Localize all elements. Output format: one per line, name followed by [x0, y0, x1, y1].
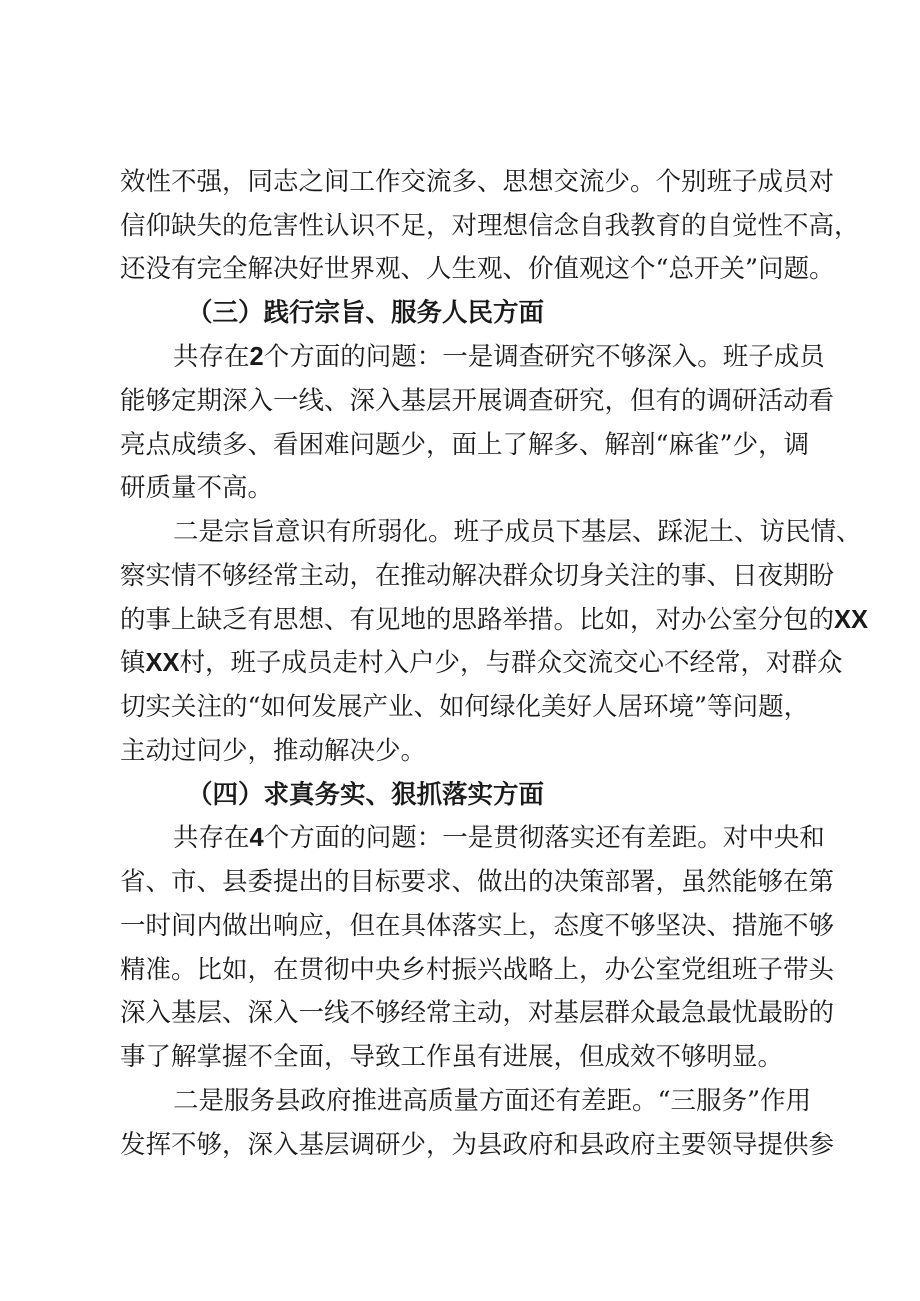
text-line: 察实情不够经常主动，在推动解决群众切身关注的事、日夜期盼: [120, 561, 835, 591]
text-line: 发挥不够，深入基层调研少，为县政府和县政府主要领导提供参: [120, 1130, 835, 1160]
text-line: 深入基层、深入一线不够经常主动，对基层群众最急最忧最盼的: [120, 998, 835, 1028]
paragraph-start-line: 二是服务县政府推进高质量方面还有差距。“三服务”作用: [173, 1086, 812, 1116]
text-line: 切实关注的“如何发展产业、如何绿化美好人居环境”等问题，: [120, 692, 810, 722]
text-line: 还没有完全解决好世界观、人生观、价值观这个“总开关”问题。: [120, 254, 835, 284]
paragraph-start-line: 二是宗旨意识有所弱化。班子成员下基层、踩泥土、访民情、: [173, 517, 862, 547]
text-line: 研质量不高。: [120, 473, 274, 503]
text-line: 事了解掌握不全面，导致工作虽有进展，但成效不够明显。: [120, 1042, 784, 1072]
section-heading: （四）求真务实、狠抓落实方面: [187, 780, 545, 810]
text-line: 精准。比如，在贯彻中央乡村振兴战略上，办公室党组班子带头: [120, 955, 835, 985]
section-heading: （三）践行宗旨、服务人民方面: [187, 298, 545, 328]
paragraph-start-line: 共存在4个方面的问题：一是贯彻落实还有差距。对中央和: [173, 823, 825, 853]
paragraph-start-line: 共存在2个方面的问题：一是调查研究不够深入。班子成员: [173, 342, 825, 372]
text-line: 亮点成绩多、看困难问题少，面上了解多、解剖“麻雀”少，调: [120, 430, 810, 460]
text-line: 能够定期深入一线、深入基层开展调查研究，但有的调研活动看: [120, 386, 835, 416]
text-line: 信仰缺失的危害性认识不足，对理想信念自我教育的自觉性不高，: [120, 211, 860, 241]
text-line: 的事上缺乏有思想、有见地的思路举措。比如，对办公室分包的XX: [120, 605, 869, 635]
text-line: 主动过问少，推动解决少。: [120, 736, 427, 766]
text-line: 一时间内做出响应，但在具体落实上，态度不够坚决、措施不够: [120, 911, 835, 941]
text-line: 省、市、县委提出的目标要求、做出的决策部署，虽然能够在第: [120, 867, 835, 897]
text-line: 效性不强，同志之间工作交流多、思想交流少。个别班子成员对: [120, 167, 835, 197]
text-line: 镇XX村，班子成员走村入户少，与群众交流交心不经常，对群众: [120, 648, 843, 678]
